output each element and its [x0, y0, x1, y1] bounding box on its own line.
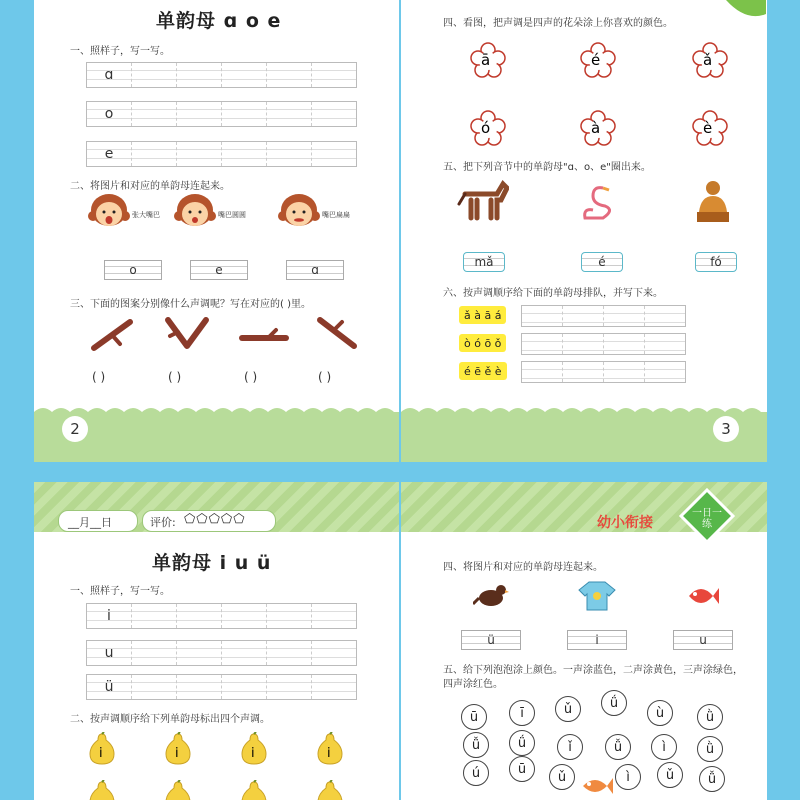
- bottom-right-page: [401, 482, 767, 800]
- question-1: 一、照样子，写一写。: [70, 586, 170, 597]
- question-3: 三、下面的图案分别像什么声调呢？写在对应的( )里。: [70, 299, 311, 310]
- question-5: 五、把下列音节中的单韵母"ɑ、o、e"圈出来。: [443, 162, 651, 173]
- branch-icon: [90, 316, 136, 352]
- branch-icon: [238, 326, 290, 348]
- syllable-box: fó: [695, 252, 737, 272]
- writing-grid-a: [86, 62, 357, 88]
- syllable-box: mǎ: [463, 252, 505, 272]
- bubble[interactable]: ū: [509, 756, 535, 782]
- syllable-box: é: [581, 252, 623, 272]
- top-right-page: [401, 0, 767, 462]
- bubble[interactable]: ú: [463, 760, 489, 786]
- answer-box: ɑ: [286, 260, 344, 280]
- page-title: 单韵母 ɑ o e: [156, 10, 282, 32]
- answer-paren: ( ): [92, 370, 106, 384]
- question-5: 五、给下列泡泡涂上颜色。一声涂蓝色，二声涂黄色，三声涂绿色，四声涂红色。: [443, 665, 743, 690]
- answer-box: o: [104, 260, 162, 280]
- page-footer: [401, 412, 767, 462]
- answer-box: ü: [461, 630, 521, 650]
- pear-letter: i: [175, 746, 179, 761]
- grid-letter: ü: [87, 675, 132, 699]
- bubble[interactable]: ǜ: [697, 736, 723, 762]
- page-number: 3: [713, 416, 739, 442]
- pear-icon: [316, 780, 344, 800]
- tone-sequence: é ē ě è: [459, 362, 507, 380]
- flower-letter: ǎ: [703, 51, 713, 69]
- bubble[interactable]: ù: [647, 700, 673, 726]
- pear-letter: i: [251, 746, 255, 761]
- flower-letter: ó: [481, 119, 491, 137]
- top-left-page: [34, 0, 399, 462]
- bubble[interactable]: ǘ: [601, 690, 627, 716]
- answer-paren: ( ): [168, 370, 182, 384]
- question-1: 一、照样子，写一写。: [70, 46, 170, 57]
- face-caption: 嘴巴扁扁: [322, 211, 350, 219]
- tone-sequence: ǎ à ā á: [459, 306, 506, 324]
- question-2: 二、将图片和对应的单韵母连起来。: [70, 181, 230, 192]
- girl-face-icon: [174, 192, 216, 228]
- writing-grid: [521, 333, 686, 355]
- bubble[interactable]: ǐ: [557, 734, 583, 760]
- date-label: __月__日: [68, 516, 112, 529]
- flower-letter: é: [591, 51, 601, 69]
- tshirt-icon: [577, 580, 617, 612]
- flower-letter: è: [703, 119, 713, 137]
- girl-face-icon: [88, 192, 130, 228]
- question-6: 六、按声调顺序给下面的单韵母排队，并写下来。: [443, 288, 663, 299]
- branch-icon: [314, 314, 360, 352]
- writing-grid-o: [86, 101, 357, 127]
- flower-letter: ā: [481, 51, 491, 69]
- decor-leaf-icon: [726, 0, 766, 20]
- rating-stars: ⬠⬠⬠⬠⬠: [184, 512, 246, 527]
- grid-letter: ɑ: [87, 63, 132, 87]
- question-4: 四、看图，把声调是四声的花朵涂上你喜欢的颜色。: [443, 18, 673, 29]
- writing-grid-v: [86, 674, 357, 700]
- pear-letter: i: [99, 746, 103, 761]
- question-4: 四、将图片和对应的单韵母连起来。: [443, 562, 603, 573]
- page-number: 2: [62, 416, 88, 442]
- answer-box: u: [673, 630, 733, 650]
- answer-box: i: [567, 630, 627, 650]
- face-caption: 嘴巴圆圆: [218, 211, 246, 219]
- bubble[interactable]: ì: [615, 764, 641, 790]
- horse-icon: [457, 178, 509, 224]
- bubble[interactable]: ū: [461, 704, 487, 730]
- writing-grid-e: [86, 141, 357, 167]
- writing-grid: [521, 361, 686, 383]
- badge-label: 一日一练: [692, 508, 722, 530]
- answer-paren: ( ): [244, 370, 258, 384]
- grid-letter: e: [87, 142, 132, 166]
- bubble[interactable]: ǔ: [555, 696, 581, 722]
- bubble[interactable]: ì: [651, 734, 677, 760]
- grid-letter: o: [87, 102, 132, 126]
- bottom-left-page: [34, 482, 399, 800]
- grid-letter: i: [87, 604, 132, 628]
- answer-paren: ( ): [318, 370, 332, 384]
- fish-icon: [577, 772, 613, 800]
- branch-icon: [162, 314, 212, 352]
- flower-letter: à: [591, 119, 601, 137]
- brand-label: 幼小衔接: [597, 515, 653, 531]
- writing-grid-u: [86, 640, 357, 666]
- bubble[interactable]: ī: [509, 700, 535, 726]
- bubble[interactable]: ǜ: [697, 704, 723, 730]
- pear-icon: [164, 780, 192, 800]
- question-2: 二、按声调顺序给下列单韵母标出四个声调。: [70, 714, 270, 725]
- writing-grid: [521, 305, 686, 327]
- pear-icon: [88, 780, 116, 800]
- bird-icon: [473, 580, 509, 612]
- buddha-statue-icon: [693, 178, 733, 226]
- tone-sequence: ò ó ō ǒ: [459, 334, 506, 352]
- writing-grid-i: [86, 603, 357, 629]
- answer-box: e: [190, 260, 248, 280]
- bubble[interactable]: ǚ: [699, 766, 725, 792]
- grid-letter: u: [87, 641, 132, 665]
- bubble[interactable]: ǘ: [509, 730, 535, 756]
- swan-icon: [579, 182, 623, 224]
- pear-icon: [240, 780, 268, 800]
- bubble[interactable]: ǚ: [605, 734, 631, 760]
- bubble[interactable]: ǚ: [463, 732, 489, 758]
- girl-face-icon: [278, 192, 320, 228]
- fish-icon: [683, 580, 719, 612]
- page-title: 单韵母 i u ü: [152, 552, 272, 574]
- page-footer: [34, 412, 399, 462]
- bubble[interactable]: ǔ: [657, 762, 683, 788]
- face-caption: 张大嘴巴: [132, 211, 160, 219]
- rating-label: 评价:: [150, 516, 176, 529]
- bubble[interactable]: ǔ: [549, 764, 575, 790]
- pear-letter: i: [327, 746, 331, 761]
